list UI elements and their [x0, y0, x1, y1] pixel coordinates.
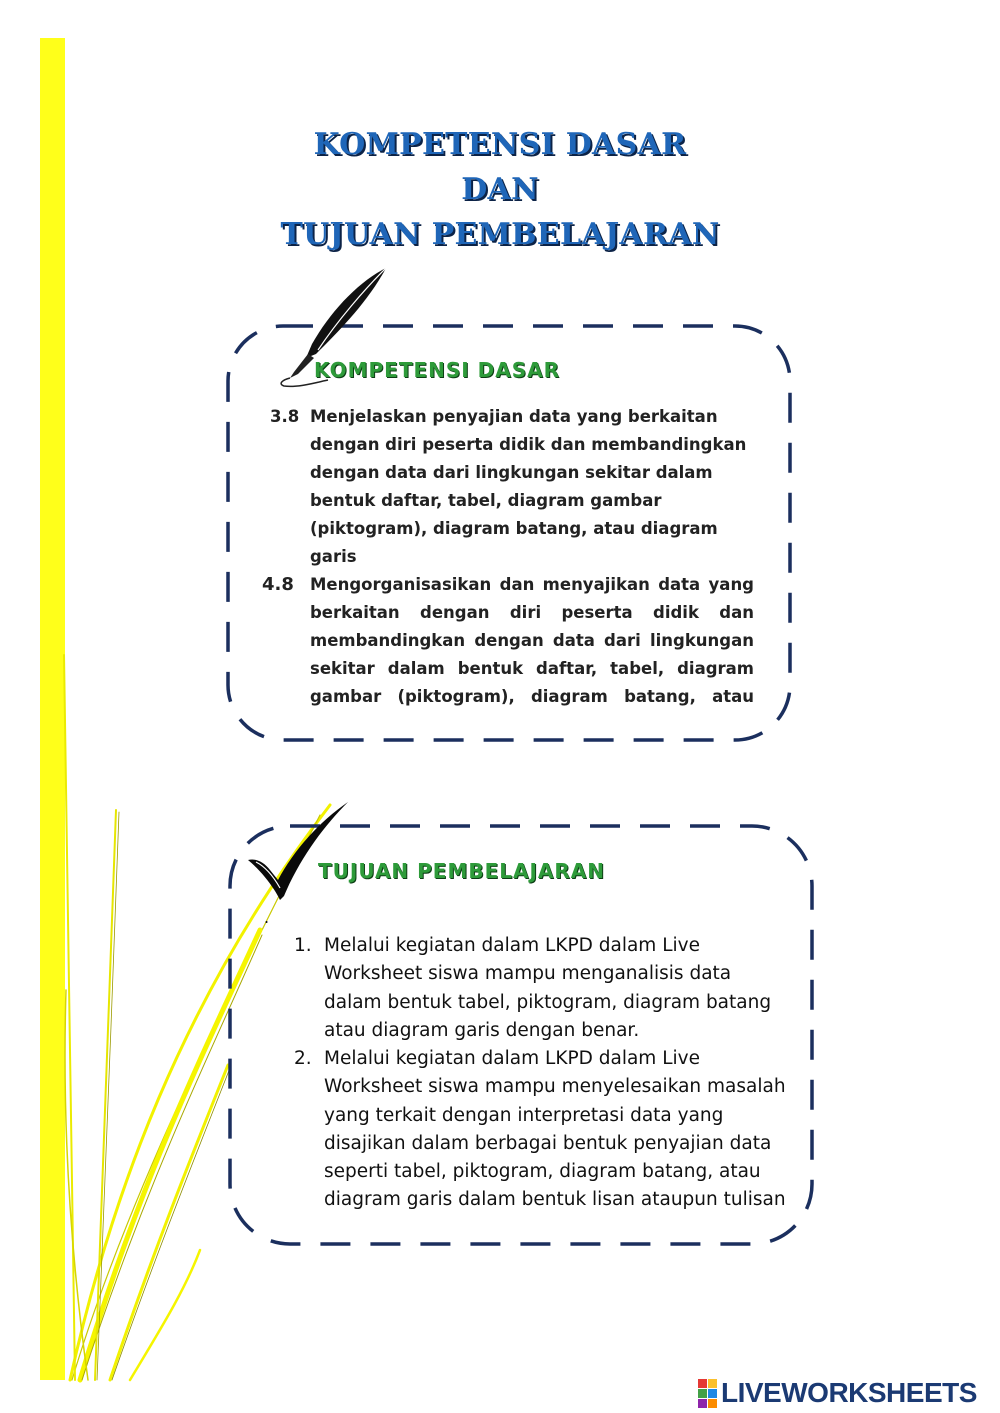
tp-item-line: disajikan dalam berbagai bentuk penyajian data [324, 1132, 772, 1154]
kd-item-line: membandingkan dengan data dari lingkungan [310, 631, 754, 650]
liveworksheets-logo-icon [698, 1379, 717, 1408]
tp-item-line: diagram garis dalam bentuk lisan ataupun tulisan [324, 1189, 786, 1211]
kd-item-line: Mengorganisasikan dan menyajikan data yang [310, 575, 754, 594]
kompetensi-dasar-heading: KOMPETENSI DASAR [314, 358, 561, 382]
page-title [200, 122, 800, 257]
title-line-1: KOMPETENSI DASAR [313, 127, 687, 162]
tp-item-line: Worksheet siswa mampu menganalisis data [324, 963, 732, 985]
yellow-side-bar [40, 38, 65, 1380]
kd-item-text [310, 571, 754, 711]
kd-number: 3.8 [270, 407, 300, 426]
kd-item-line: Menjelaskan penyajian data yang berkaitan [310, 407, 718, 426]
checkmark-icon [244, 800, 354, 905]
kd-item-line: dengan diri peserta didik dan membandingkan [310, 435, 747, 454]
tp-item-line: yang terkait dengan interpretasi data yang [324, 1104, 724, 1126]
kd-item-line: gambar (piktogram), diagram batang, atau [310, 687, 754, 706]
liveworksheets-logo-text: LIVEWORKSHEETS [721, 1377, 977, 1408]
tp-item-line: atau diagram garis dengan benar. [324, 1019, 640, 1041]
tp-item-line: Worksheet siswa mampu menyelesaikan masalah [324, 1076, 786, 1098]
kd-item-line: berkaitan dengan diri peserta didik dan [310, 603, 754, 622]
kd-item-line: (piktogram), diagram batang, atau diagram garis [310, 519, 718, 566]
tp-number: 2. [294, 1048, 312, 1069]
tp-item-text [324, 932, 784, 1045]
title-line-3: TUJUAN PEMBELAJARAN [280, 217, 720, 252]
kd-number: 4.8 [262, 574, 294, 595]
kd-item-line: bentuk daftar, tabel, diagram gambar [310, 491, 662, 510]
tp-item-line: seperti tabel, piktogram, diagram batang, atau [324, 1161, 761, 1183]
tp-item-text [324, 1045, 794, 1215]
title-line-2: DAN [461, 172, 539, 207]
kd-item-text [310, 403, 760, 571]
tp-item-line: Melalui kegiatan dalam LKPD dalam Live [324, 935, 700, 956]
stray-bullet: . [264, 908, 270, 927]
liveworksheets-logo[interactable] [698, 1376, 977, 1410]
tp-item-line: Melalui kegiatan dalam LKPD dalam Live [324, 1048, 700, 1069]
kd-item-line: sekitar dalam bentuk daftar, tabel, diagram [310, 659, 754, 678]
kd-item-line: dengan data dari lingkungan sekitar dalam [310, 463, 713, 482]
tujuan-pembelajaran-heading: TUJUAN PEMBELAJARAN [318, 859, 606, 883]
tp-item-line: dalam bentuk tabel, piktogram, diagram batang [324, 991, 772, 1013]
tp-number: 1. [294, 935, 312, 956]
